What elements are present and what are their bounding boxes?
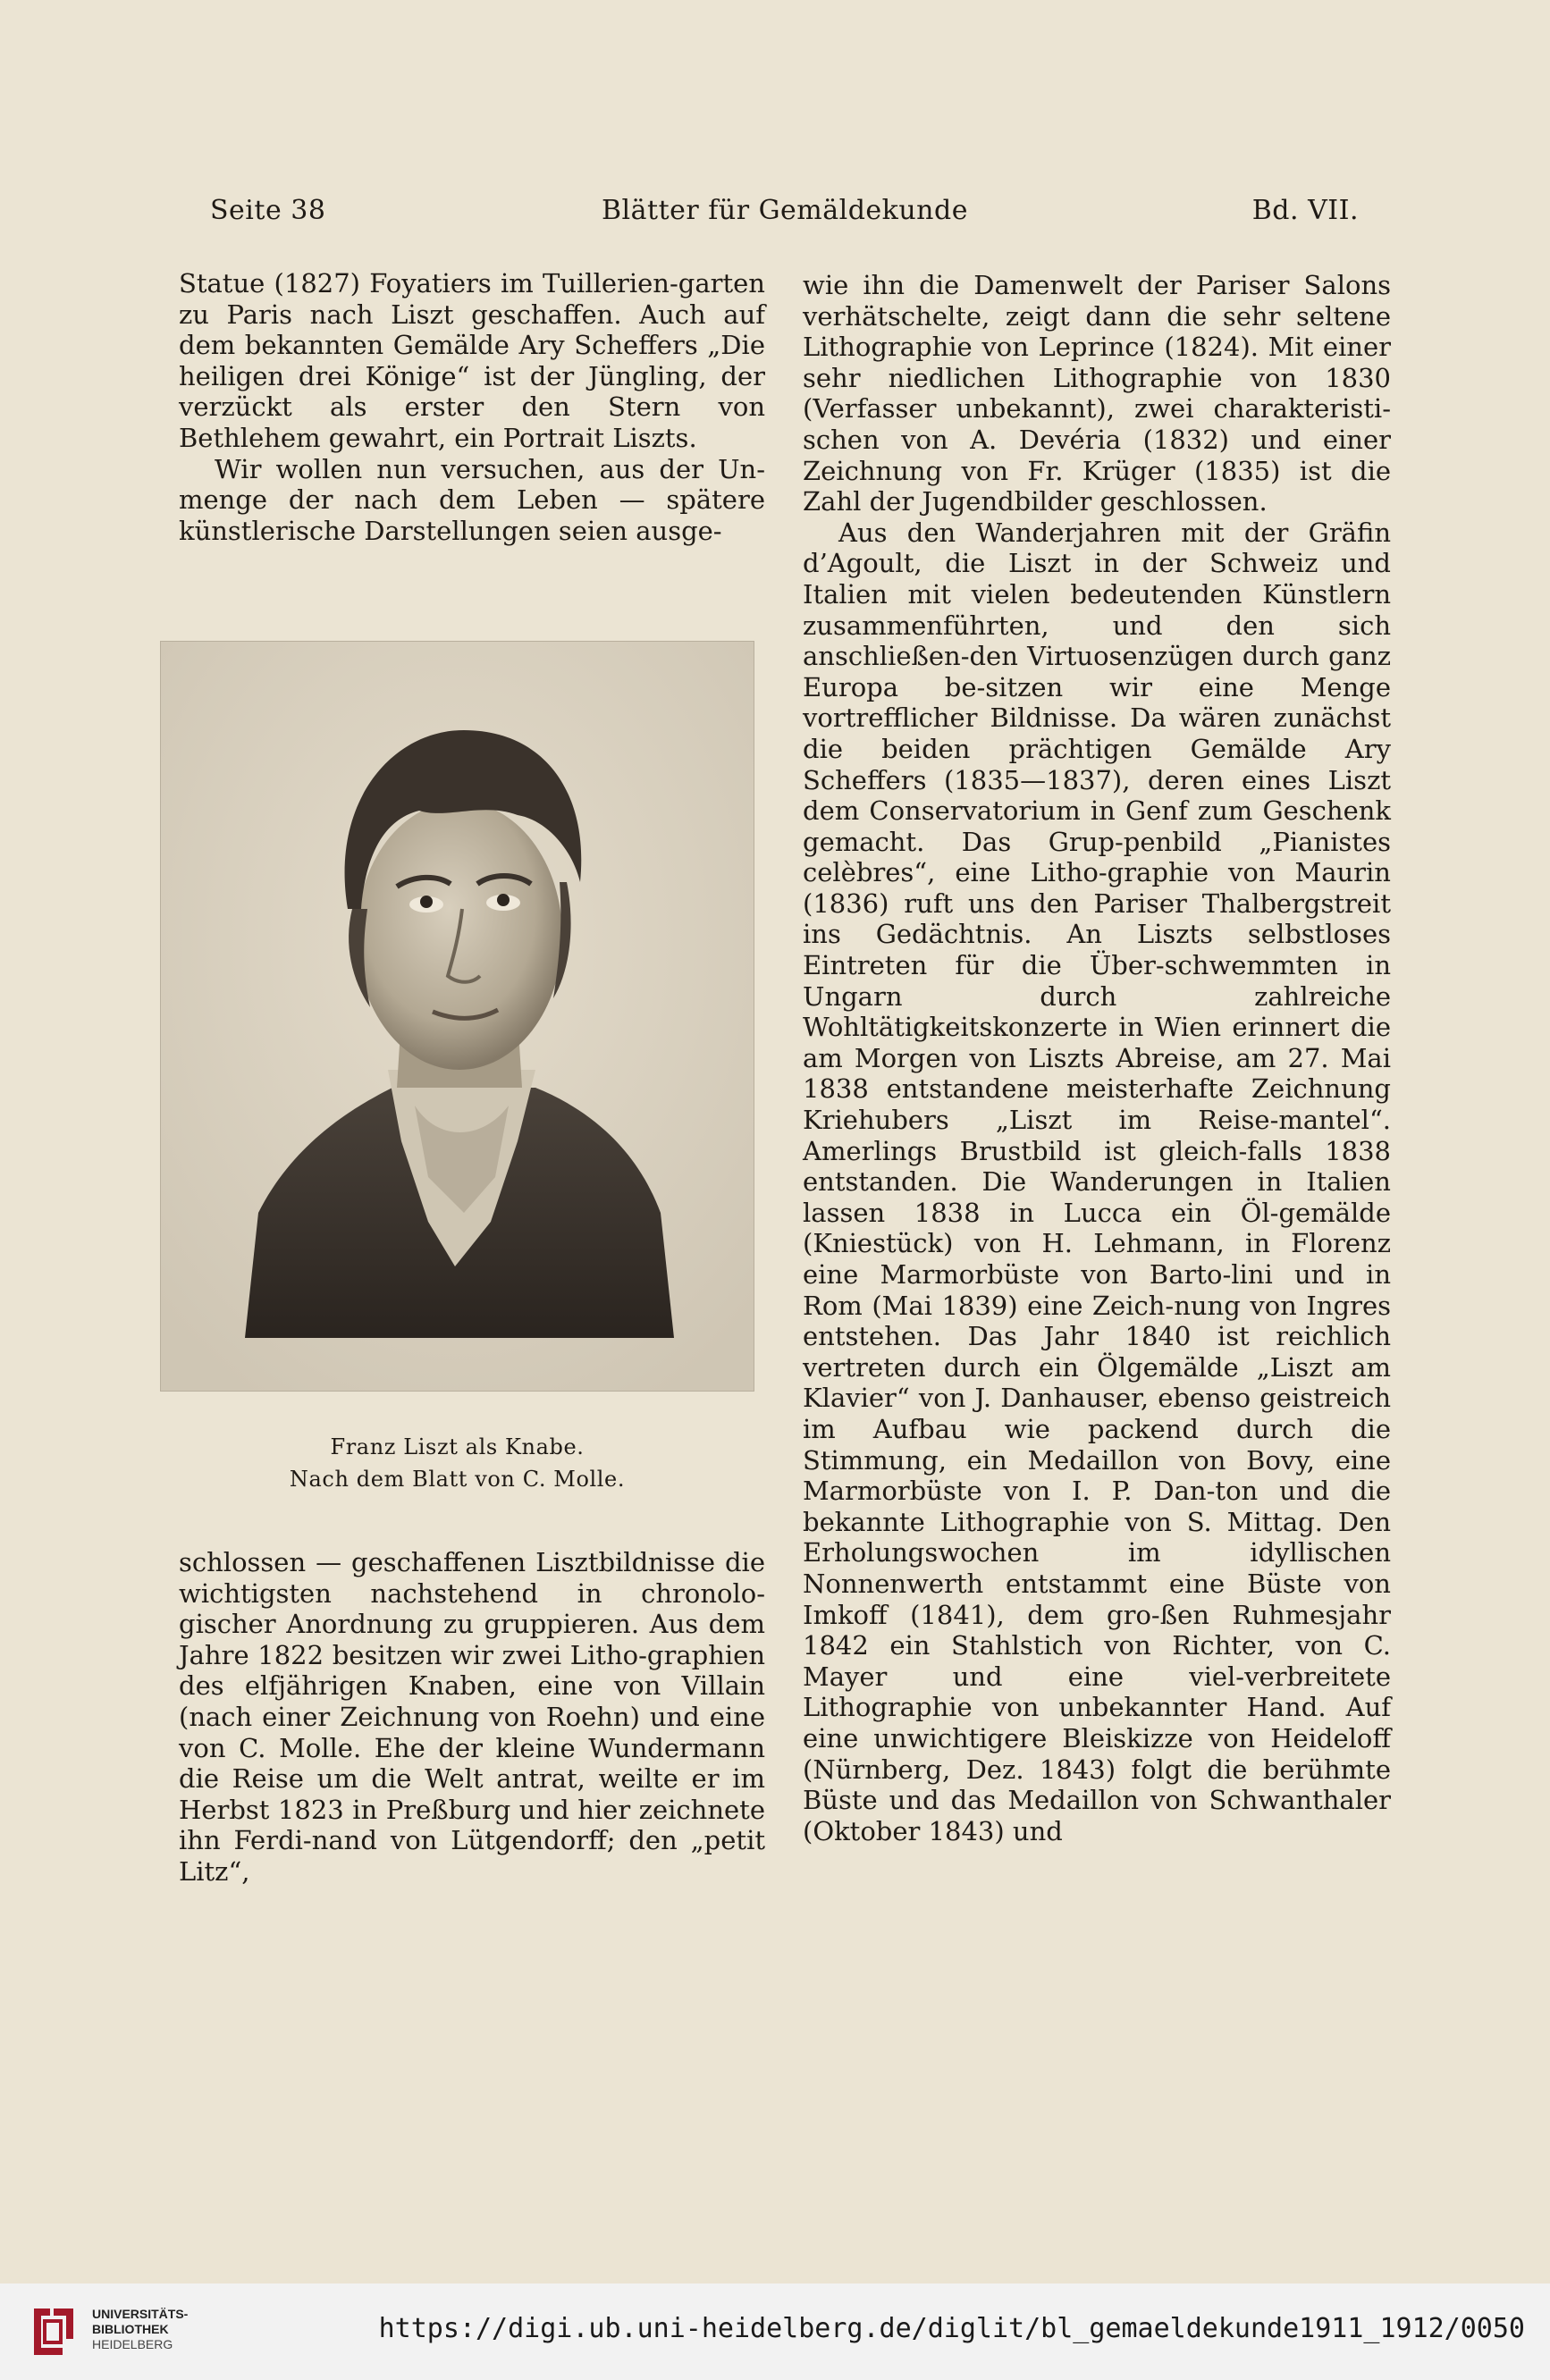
running-head <box>210 195 1359 240</box>
caption-line: Nach dem Blatt von C. Molle. <box>289 1467 626 1492</box>
footer-bar <box>0 2283 1550 2380</box>
caption-line: Franz Liszt als Knabe. <box>330 1434 585 1459</box>
permalink-url[interactable]: https://digi.ub.uni-heidelberg.de/diglit/bl_gemaeldekunde1911_1912/0050 <box>378 2313 1525 2344</box>
portrait-image <box>160 641 754 1392</box>
volume-number: Bd. VII. <box>1251 195 1359 226</box>
left-column-top <box>179 268 765 546</box>
journal-title: Blätter für Gemäldekunde <box>602 195 968 226</box>
library-name-line: HEIDELBERG <box>92 2337 173 2351</box>
right-column <box>803 270 1391 1846</box>
figure-caption <box>160 1431 754 1495</box>
paragraph: Wir wollen nun versuchen, aus der Un-menge der nach dem Leben — spätere künstlerische Darstellungen seien ausge- <box>179 453 765 546</box>
library-name-line: BIBLIOTHEK <box>92 2322 169 2336</box>
paragraph: Statue (1827) Foyatiers im Tuillerien-garten zu Paris nach Liszt geschaffen. Auch auf dem bekannten Gemälde Ary Scheffers „Die heiligen drei Könige“ ist der Jüngling, der verzückt als erster den Stern von Bethlehem gewahrt, ein Portrait Liszts. <box>179 268 765 453</box>
paragraph: schlossen — geschaffenen Lisztbildnisse die wichtigsten nachstehend in chronolo-gischer Anordnung zu gruppieren. Aus dem Jahre 1822 besitzen wir zwei Litho-graphien des elfjährigen Knaben, eine von Villain (nach einer Zeichnung von Roehn) und eine von C. Molle. Ehe der kleine Wundermann die Reise um die Welt antrat, weilte er im Herbst 1823 in Preßburg und hier zeichnete ihn Ferdi-nand von Lütgendorff; den „petit Litz“, <box>179 1547 765 1887</box>
library-name-line: UNIVERSITÄTS- <box>92 2307 189 2321</box>
library-logo-icon <box>27 2303 80 2360</box>
page-number: Seite 38 <box>210 195 326 226</box>
paragraph: wie ihn die Damenwelt der Pariser Salons verhätschelte, zeigt dann die sehr seltene Lithographie von Leprince (1824). Mit einer sehr niedlichen Lithographie von 1830 (Verfasser unbekannt), zwei charakteristi-schen von A. Devéria (1832) und einer Zeichnung von Fr. Krüger (1835) ist die Zahl der Jugendbilder geschlossen. <box>803 270 1391 517</box>
library-name <box>92 2307 188 2352</box>
portrait-figure <box>160 641 754 1392</box>
left-column-bottom <box>179 1547 765 1888</box>
paragraph: Aus den Wanderjahren mit der Gräfin d’Agoult, die Liszt in der Schweiz und Italien mit vielen bedeutenden Künstlern zusammenführten, und den sich anschließen-den Virtuosenzügen durch ganz Europa be-sitzen wir eine Menge vortrefflicher Bildnisse. Da wären zunächst die beiden prächtigen Gemälde Ary Scheffers (1835—1837), deren eines Liszt dem Conservatorium in Genf zum Geschenk gemacht. Das Grup-penbild „Pianistes celèbres“, eine Litho-graphie von Maurin (1836) ruft uns den Pariser Thalbergstreit ins Gedächtnis. An Liszts selbstloses Eintreten für die Über-schwemmten in Ungarn durch zahlreiche Wohltätigkeitskonzerte in Wien erinnert die am Morgen von Liszts Abreise, am 27. Mai 1838 entstandene meisterhafte Zeichnung Kriehubers „Liszt im Reise-mantel“. Amerlings Brustbild ist gleich-falls 1838 entstanden. Die Wanderungen in Italien lassen 1838 in Lucca ein Öl-gemälde (Kniestück) von H. Lehmann, in Florenz eine Marmorbüste von Barto-lini und in Rom (Mai 1839) eine Zeich-nung von Ingres entstehen. Das Jahr 1840 ist reichlich vertreten durch ein Ölgemälde „Liszt am Klavier“ von J. Danhauser, ebenso geistreich im Aufbau wie packend durch die Stimmung, ein Medaillon von Bovy, eine Marmorbüste von I. P. Dan-ton und die bekannte Lithographie von S. Mittag. Den Erholungswochen im idyllischen Nonnenwerth entstammt eine Büste von Imkoff (1841), dem gro-ßen Ruhmesjahr 1842 ein Stahlstich von Richter, von C. Mayer und eine viel-verbreitete Lithographie von unbekannter Hand. Auf eine unwichtigere Bleiskizze von Heideloff (Nürnberg, Dez. 1843) folgt die berühmte Büste und das Medaillon von Schwanthaler (Oktober 1843) und <box>803 517 1391 1846</box>
